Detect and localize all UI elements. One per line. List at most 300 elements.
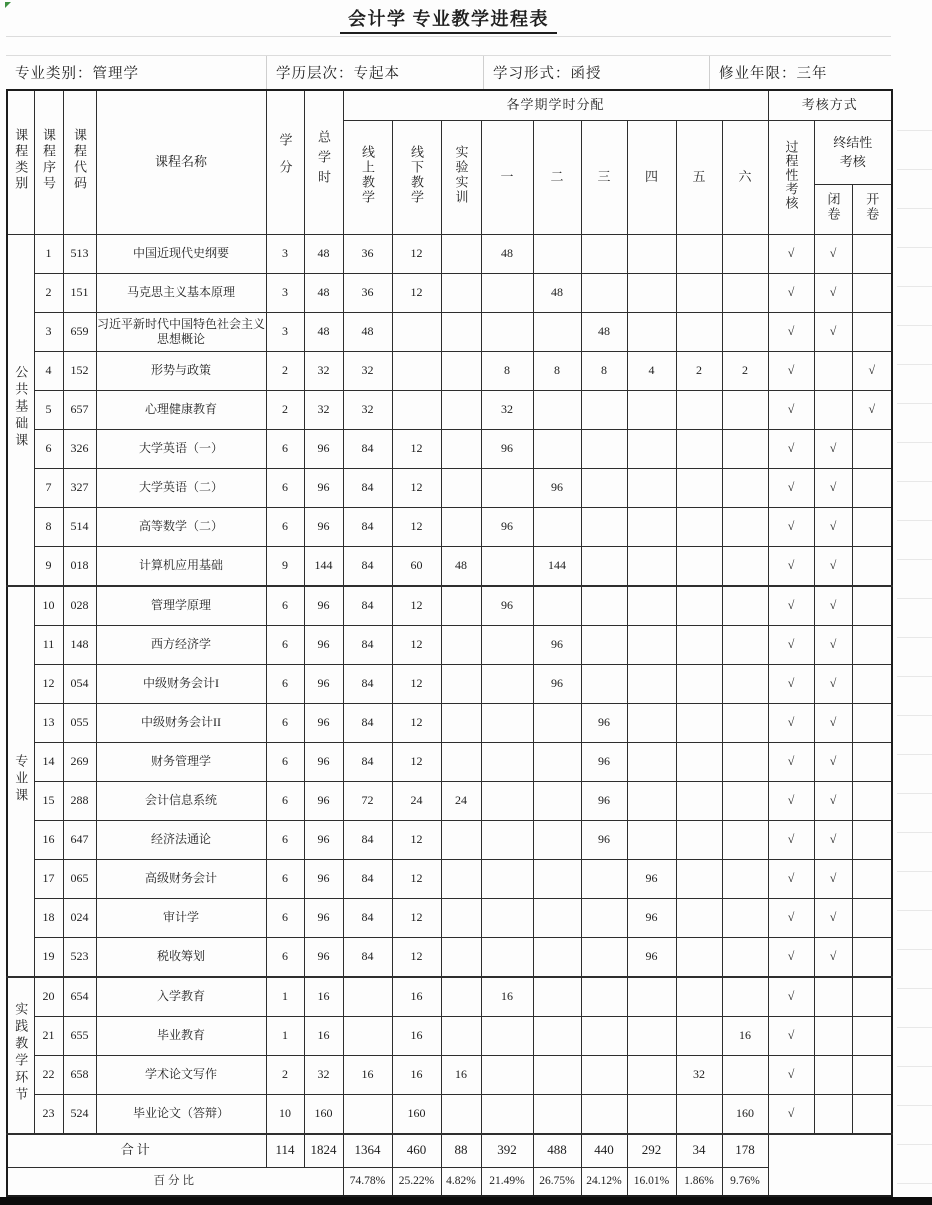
cell-credits: 6 bbox=[266, 742, 304, 781]
course-row bbox=[7, 977, 892, 1017]
cell-credits: 3 bbox=[266, 273, 304, 312]
cell-s5 bbox=[676, 586, 722, 626]
cell-s1: 32 bbox=[481, 390, 533, 429]
cell-s6 bbox=[722, 820, 768, 859]
cell-s5 bbox=[676, 507, 722, 546]
cell-s5 bbox=[676, 625, 722, 664]
cell-online: 84 bbox=[343, 742, 392, 781]
cell-code: 327 bbox=[63, 468, 96, 507]
cell-no: 6 bbox=[34, 429, 63, 468]
cell-s3 bbox=[581, 234, 627, 273]
cell-open bbox=[852, 312, 892, 351]
cell-online: 84 bbox=[343, 664, 392, 703]
cell-s5 bbox=[676, 468, 722, 507]
course-category-cell bbox=[7, 234, 34, 586]
cell-open bbox=[852, 859, 892, 898]
cell-online: 84 bbox=[343, 468, 392, 507]
cell-process: √ bbox=[768, 234, 814, 273]
cell-closed: √ bbox=[814, 625, 852, 664]
cell-s5 bbox=[676, 859, 722, 898]
cell-s4 bbox=[627, 234, 676, 273]
cell-s6 bbox=[722, 664, 768, 703]
cell-s4 bbox=[627, 586, 676, 626]
cell-s4 bbox=[627, 977, 676, 1017]
cell-total: 48 bbox=[304, 273, 343, 312]
cell-s2 bbox=[533, 507, 581, 546]
cell-s5 bbox=[676, 781, 722, 820]
cell-process: √ bbox=[768, 625, 814, 664]
cell-open bbox=[852, 1016, 892, 1055]
cell-open bbox=[852, 1094, 892, 1134]
total-online: 1364 bbox=[343, 1134, 392, 1168]
cell-name: 马克思主义基本原理 bbox=[96, 273, 266, 312]
cell-s3 bbox=[581, 625, 627, 664]
cell-process: √ bbox=[768, 546, 814, 586]
cell-offline: 60 bbox=[392, 546, 441, 586]
cell-offline: 12 bbox=[392, 625, 441, 664]
cell-open bbox=[852, 937, 892, 977]
cell-process: √ bbox=[768, 312, 814, 351]
cell-offline: 12 bbox=[392, 703, 441, 742]
info-band bbox=[6, 56, 891, 89]
cell-offline: 24 bbox=[392, 781, 441, 820]
cell-s3: 96 bbox=[581, 742, 627, 781]
course-row bbox=[7, 820, 892, 859]
cell-s5 bbox=[676, 312, 722, 351]
cell-s1 bbox=[481, 1055, 533, 1094]
cell-s5 bbox=[676, 977, 722, 1017]
col-header-semester-3: 三 bbox=[581, 120, 627, 234]
cell-name: 财务管理学 bbox=[96, 742, 266, 781]
cell-s1 bbox=[481, 859, 533, 898]
title-band bbox=[6, 2, 891, 37]
cell-process: √ bbox=[768, 1055, 814, 1094]
cell-credits: 6 bbox=[266, 859, 304, 898]
cell-credits: 10 bbox=[266, 1094, 304, 1134]
cell-code: 028 bbox=[63, 586, 96, 626]
col-header-offline-teaching bbox=[392, 120, 441, 234]
cell-code: 054 bbox=[63, 664, 96, 703]
col-header-course-name: 课程名称 bbox=[96, 90, 266, 234]
cell-s2 bbox=[533, 234, 581, 273]
pct-s3: 24.12% bbox=[581, 1167, 627, 1196]
cell-s2 bbox=[533, 820, 581, 859]
cell-s1: 96 bbox=[481, 507, 533, 546]
cell-practice bbox=[441, 859, 481, 898]
cell-total: 16 bbox=[304, 1016, 343, 1055]
page-title: 会计学 专业教学进程表 bbox=[340, 5, 557, 34]
total-row-label: 合计 bbox=[7, 1134, 266, 1168]
open-book-label: 开卷 bbox=[864, 191, 880, 222]
cell-name: 计算机应用基础 bbox=[96, 546, 266, 586]
cell-code: 647 bbox=[63, 820, 96, 859]
cell-no: 23 bbox=[34, 1094, 63, 1134]
cell-process: √ bbox=[768, 586, 814, 626]
cell-s5 bbox=[676, 820, 722, 859]
info-study-form: 学习形式：函授 bbox=[484, 56, 710, 89]
course-row bbox=[7, 468, 892, 507]
cell-no: 18 bbox=[34, 898, 63, 937]
cell-open bbox=[852, 625, 892, 664]
cell-practice bbox=[441, 703, 481, 742]
cell-open bbox=[852, 586, 892, 626]
cell-s2 bbox=[533, 1094, 581, 1134]
pct-offline: 25.22% bbox=[392, 1167, 441, 1196]
cell-total: 16 bbox=[304, 977, 343, 1017]
cell-no: 11 bbox=[34, 625, 63, 664]
cell-process: √ bbox=[768, 1094, 814, 1134]
cell-process: √ bbox=[768, 664, 814, 703]
cell-s5 bbox=[676, 429, 722, 468]
course-row bbox=[7, 664, 892, 703]
cell-online: 16 bbox=[343, 1055, 392, 1094]
cell-practice bbox=[441, 664, 481, 703]
cell-s2 bbox=[533, 312, 581, 351]
cell-s4: 96 bbox=[627, 937, 676, 977]
cell-name: 审计学 bbox=[96, 898, 266, 937]
cell-s2: 144 bbox=[533, 546, 581, 586]
cell-practice bbox=[441, 468, 481, 507]
cell-no: 22 bbox=[34, 1055, 63, 1094]
cell-credits: 6 bbox=[266, 468, 304, 507]
pct-practice: 4.82% bbox=[441, 1167, 481, 1196]
cell-s4: 96 bbox=[627, 898, 676, 937]
credits-label: 学分 bbox=[277, 133, 293, 188]
cell-process: √ bbox=[768, 781, 814, 820]
cell-online: 84 bbox=[343, 625, 392, 664]
pct-s4: 16.01% bbox=[627, 1167, 676, 1196]
cell-code: 658 bbox=[63, 1055, 96, 1094]
cell-credits: 6 bbox=[266, 625, 304, 664]
cell-s4 bbox=[627, 429, 676, 468]
col-header-lab-practice bbox=[441, 120, 481, 234]
cell-s2 bbox=[533, 586, 581, 626]
total-s3: 440 bbox=[581, 1134, 627, 1168]
cell-offline bbox=[392, 390, 441, 429]
course-category-cell bbox=[7, 586, 34, 977]
cell-name: 毕业教育 bbox=[96, 1016, 266, 1055]
cell-name: 形势与政策 bbox=[96, 351, 266, 390]
cell-closed: √ bbox=[814, 429, 852, 468]
cell-credits: 6 bbox=[266, 664, 304, 703]
cell-name: 大学英语（二） bbox=[96, 468, 266, 507]
cell-s4 bbox=[627, 312, 676, 351]
cell-practice bbox=[441, 312, 481, 351]
cell-credits: 3 bbox=[266, 234, 304, 273]
cell-practice: 16 bbox=[441, 1055, 481, 1094]
cell-name: 高等数学（二） bbox=[96, 507, 266, 546]
cell-s4 bbox=[627, 703, 676, 742]
col-group-assessment: 考核方式 bbox=[768, 90, 892, 120]
course-code-label: 课程代码 bbox=[72, 128, 87, 193]
cell-online: 72 bbox=[343, 781, 392, 820]
cell-s5: 2 bbox=[676, 351, 722, 390]
cell-credits: 1 bbox=[266, 977, 304, 1017]
cell-s6 bbox=[722, 742, 768, 781]
cell-offline bbox=[392, 312, 441, 351]
cell-offline: 12 bbox=[392, 234, 441, 273]
cell-s1: 96 bbox=[481, 429, 533, 468]
cell-online: 84 bbox=[343, 429, 392, 468]
cell-s1: 16 bbox=[481, 977, 533, 1017]
course-category-cell bbox=[7, 977, 34, 1134]
cell-process: √ bbox=[768, 1016, 814, 1055]
col-header-semester-5: 五 bbox=[676, 120, 722, 234]
cell-practice bbox=[441, 1016, 481, 1055]
cell-offline: 12 bbox=[392, 664, 441, 703]
cell-total: 48 bbox=[304, 234, 343, 273]
cell-name: 西方经济学 bbox=[96, 625, 266, 664]
cell-s6 bbox=[722, 937, 768, 977]
cell-credits: 2 bbox=[266, 390, 304, 429]
cell-s1 bbox=[481, 1016, 533, 1055]
cell-s4 bbox=[627, 468, 676, 507]
cell-practice bbox=[441, 586, 481, 626]
course-row bbox=[7, 742, 892, 781]
course-category-text: 专业课 bbox=[13, 753, 29, 805]
cell-total: 96 bbox=[304, 429, 343, 468]
cell-closed: √ bbox=[814, 664, 852, 703]
cell-s4 bbox=[627, 1016, 676, 1055]
cell-s2 bbox=[533, 781, 581, 820]
cell-credits: 9 bbox=[266, 546, 304, 586]
cell-closed: √ bbox=[814, 546, 852, 586]
cell-closed: √ bbox=[814, 742, 852, 781]
cell-online: 36 bbox=[343, 273, 392, 312]
col-header-final-assessment bbox=[814, 120, 892, 184]
cell-s2: 96 bbox=[533, 625, 581, 664]
cell-s1: 96 bbox=[481, 586, 533, 626]
pct-online: 74.78% bbox=[343, 1167, 392, 1196]
cell-s1 bbox=[481, 703, 533, 742]
cell-offline: 12 bbox=[392, 273, 441, 312]
cell-credits: 2 bbox=[266, 1055, 304, 1094]
cell-s4 bbox=[627, 820, 676, 859]
cell-open: √ bbox=[852, 351, 892, 390]
cell-s1 bbox=[481, 1094, 533, 1134]
process-assessment-label: 过程性考核 bbox=[783, 139, 799, 210]
cell-s4 bbox=[627, 1094, 676, 1134]
cell-offline: 16 bbox=[392, 977, 441, 1017]
course-category-text: 公共基础课 bbox=[13, 365, 29, 450]
cell-s3 bbox=[581, 507, 627, 546]
col-header-semester-4: 四 bbox=[627, 120, 676, 234]
cell-s6: 2 bbox=[722, 351, 768, 390]
cell-code: 269 bbox=[63, 742, 96, 781]
cell-name: 会计信息系统 bbox=[96, 781, 266, 820]
cell-total: 32 bbox=[304, 351, 343, 390]
cell-s5 bbox=[676, 664, 722, 703]
cell-s5 bbox=[676, 234, 722, 273]
col-header-online-teaching bbox=[343, 120, 392, 234]
cell-s6 bbox=[722, 273, 768, 312]
cell-code: 288 bbox=[63, 781, 96, 820]
lab-practice-label: 实验实训 bbox=[453, 144, 469, 205]
cell-practice bbox=[441, 273, 481, 312]
schedule-table bbox=[6, 89, 893, 1197]
cell-closed: √ bbox=[814, 898, 852, 937]
info-study-years: 修业年限：三年 bbox=[719, 66, 828, 82]
cell-no: 1 bbox=[34, 234, 63, 273]
cell-name: 学术论文写作 bbox=[96, 1055, 266, 1094]
cell-no: 10 bbox=[34, 586, 63, 626]
cell-online: 84 bbox=[343, 586, 392, 626]
cell-s2 bbox=[533, 703, 581, 742]
cell-s6 bbox=[722, 586, 768, 626]
cell-s6 bbox=[722, 859, 768, 898]
cell-s2 bbox=[533, 1016, 581, 1055]
course-row bbox=[7, 507, 892, 546]
info-major-category: 专业类别：管理学 bbox=[6, 56, 267, 89]
course-row bbox=[7, 625, 892, 664]
cell-s3: 48 bbox=[581, 312, 627, 351]
cell-total: 96 bbox=[304, 586, 343, 626]
cell-s6 bbox=[722, 429, 768, 468]
course-category-text: 实践教学环节 bbox=[13, 1002, 29, 1104]
course-row bbox=[7, 429, 892, 468]
course-row bbox=[7, 703, 892, 742]
col-header-semester-6: 六 bbox=[722, 120, 768, 234]
cell-practice bbox=[441, 390, 481, 429]
cell-s3: 8 bbox=[581, 351, 627, 390]
cell-no: 12 bbox=[34, 664, 63, 703]
cell-s1 bbox=[481, 312, 533, 351]
cell-s2 bbox=[533, 742, 581, 781]
cell-s1 bbox=[481, 937, 533, 977]
cell-closed: √ bbox=[814, 781, 852, 820]
cell-no: 20 bbox=[34, 977, 63, 1017]
cell-practice bbox=[441, 429, 481, 468]
cell-name: 心理健康教育 bbox=[96, 390, 266, 429]
cell-open bbox=[852, 273, 892, 312]
cell-closed: √ bbox=[814, 507, 852, 546]
cell-open: √ bbox=[852, 390, 892, 429]
cell-open bbox=[852, 1055, 892, 1094]
cell-process: √ bbox=[768, 977, 814, 1017]
cell-no: 19 bbox=[34, 937, 63, 977]
cell-s4: 4 bbox=[627, 351, 676, 390]
cell-name: 习近平新时代中国特色社会主义思想概论 bbox=[96, 312, 266, 351]
course-category-label: 课程类别 bbox=[13, 128, 29, 193]
cell-no: 5 bbox=[34, 390, 63, 429]
pct-s2: 26.75% bbox=[533, 1167, 581, 1196]
col-header-semester-2: 二 bbox=[533, 120, 581, 234]
cell-s4 bbox=[627, 507, 676, 546]
cell-process: √ bbox=[768, 273, 814, 312]
cell-s2: 8 bbox=[533, 351, 581, 390]
course-row bbox=[7, 390, 892, 429]
cell-s2 bbox=[533, 937, 581, 977]
course-row bbox=[7, 781, 892, 820]
cell-closed bbox=[814, 1016, 852, 1055]
cell-name: 毕业论文（答辩） bbox=[96, 1094, 266, 1134]
col-header-process-assessment bbox=[768, 120, 814, 234]
cell-s3 bbox=[581, 937, 627, 977]
cell-process: √ bbox=[768, 468, 814, 507]
percentage-row-label: 百分比 bbox=[7, 1167, 343, 1196]
cell-code: 657 bbox=[63, 390, 96, 429]
cell-s6 bbox=[722, 977, 768, 1017]
cell-s5: 32 bbox=[676, 1055, 722, 1094]
col-header-course-category bbox=[7, 90, 34, 234]
cell-s1: 48 bbox=[481, 234, 533, 273]
course-no-label: 课程序号 bbox=[41, 128, 56, 193]
course-row bbox=[7, 234, 892, 273]
cell-closed: √ bbox=[814, 703, 852, 742]
cell-no: 15 bbox=[34, 781, 63, 820]
cell-total: 96 bbox=[304, 937, 343, 977]
cell-total: 96 bbox=[304, 664, 343, 703]
course-row bbox=[7, 312, 892, 351]
cell-online: 84 bbox=[343, 937, 392, 977]
cell-practice bbox=[441, 625, 481, 664]
cell-s1 bbox=[481, 664, 533, 703]
cell-credits: 6 bbox=[266, 586, 304, 626]
cell-s2: 48 bbox=[533, 273, 581, 312]
total-hours: 1824 bbox=[304, 1134, 343, 1168]
cell-name: 中级财务会计I bbox=[96, 664, 266, 703]
cell-s3 bbox=[581, 664, 627, 703]
col-header-course-code bbox=[63, 90, 96, 234]
cell-credits: 6 bbox=[266, 898, 304, 937]
cell-s2 bbox=[533, 429, 581, 468]
cell-total: 96 bbox=[304, 781, 343, 820]
cell-s4 bbox=[627, 390, 676, 429]
cell-code: 524 bbox=[63, 1094, 96, 1134]
course-row bbox=[7, 1016, 892, 1055]
cell-credits: 3 bbox=[266, 312, 304, 351]
cell-total: 96 bbox=[304, 468, 343, 507]
total-hours-label: 总学时 bbox=[316, 130, 331, 191]
cell-s6 bbox=[722, 703, 768, 742]
cell-closed: √ bbox=[814, 468, 852, 507]
info-education-level: 学历层次：专起本 bbox=[267, 56, 484, 89]
cell-s3 bbox=[581, 468, 627, 507]
pct-s5: 1.86% bbox=[676, 1167, 722, 1196]
cell-s3 bbox=[581, 1055, 627, 1094]
table-body bbox=[7, 234, 892, 1134]
cell-closed: √ bbox=[814, 273, 852, 312]
final-assessment-label: 终结性考核 bbox=[833, 134, 873, 169]
cell-code: 513 bbox=[63, 234, 96, 273]
course-row bbox=[7, 859, 892, 898]
cell-s1 bbox=[481, 742, 533, 781]
cell-s3 bbox=[581, 429, 627, 468]
total-offline: 460 bbox=[392, 1134, 441, 1168]
cell-s5 bbox=[676, 742, 722, 781]
course-row bbox=[7, 1055, 892, 1094]
cell-s4 bbox=[627, 742, 676, 781]
cell-credits: 6 bbox=[266, 937, 304, 977]
cell-online: 48 bbox=[343, 312, 392, 351]
cell-closed: √ bbox=[814, 234, 852, 273]
cell-credits: 6 bbox=[266, 703, 304, 742]
cell-offline: 16 bbox=[392, 1016, 441, 1055]
cell-online: 84 bbox=[343, 820, 392, 859]
blank-band bbox=[6, 37, 891, 56]
cell-online: 32 bbox=[343, 390, 392, 429]
cell-no: 4 bbox=[34, 351, 63, 390]
total-credits: 114 bbox=[266, 1134, 304, 1168]
cell-code: 655 bbox=[63, 1016, 96, 1055]
cell-s5 bbox=[676, 937, 722, 977]
header-row-groups bbox=[7, 90, 892, 120]
cell-offline: 12 bbox=[392, 937, 441, 977]
cell-open bbox=[852, 468, 892, 507]
cell-code: 055 bbox=[63, 703, 96, 742]
cell-total: 96 bbox=[304, 507, 343, 546]
cell-s6 bbox=[722, 390, 768, 429]
